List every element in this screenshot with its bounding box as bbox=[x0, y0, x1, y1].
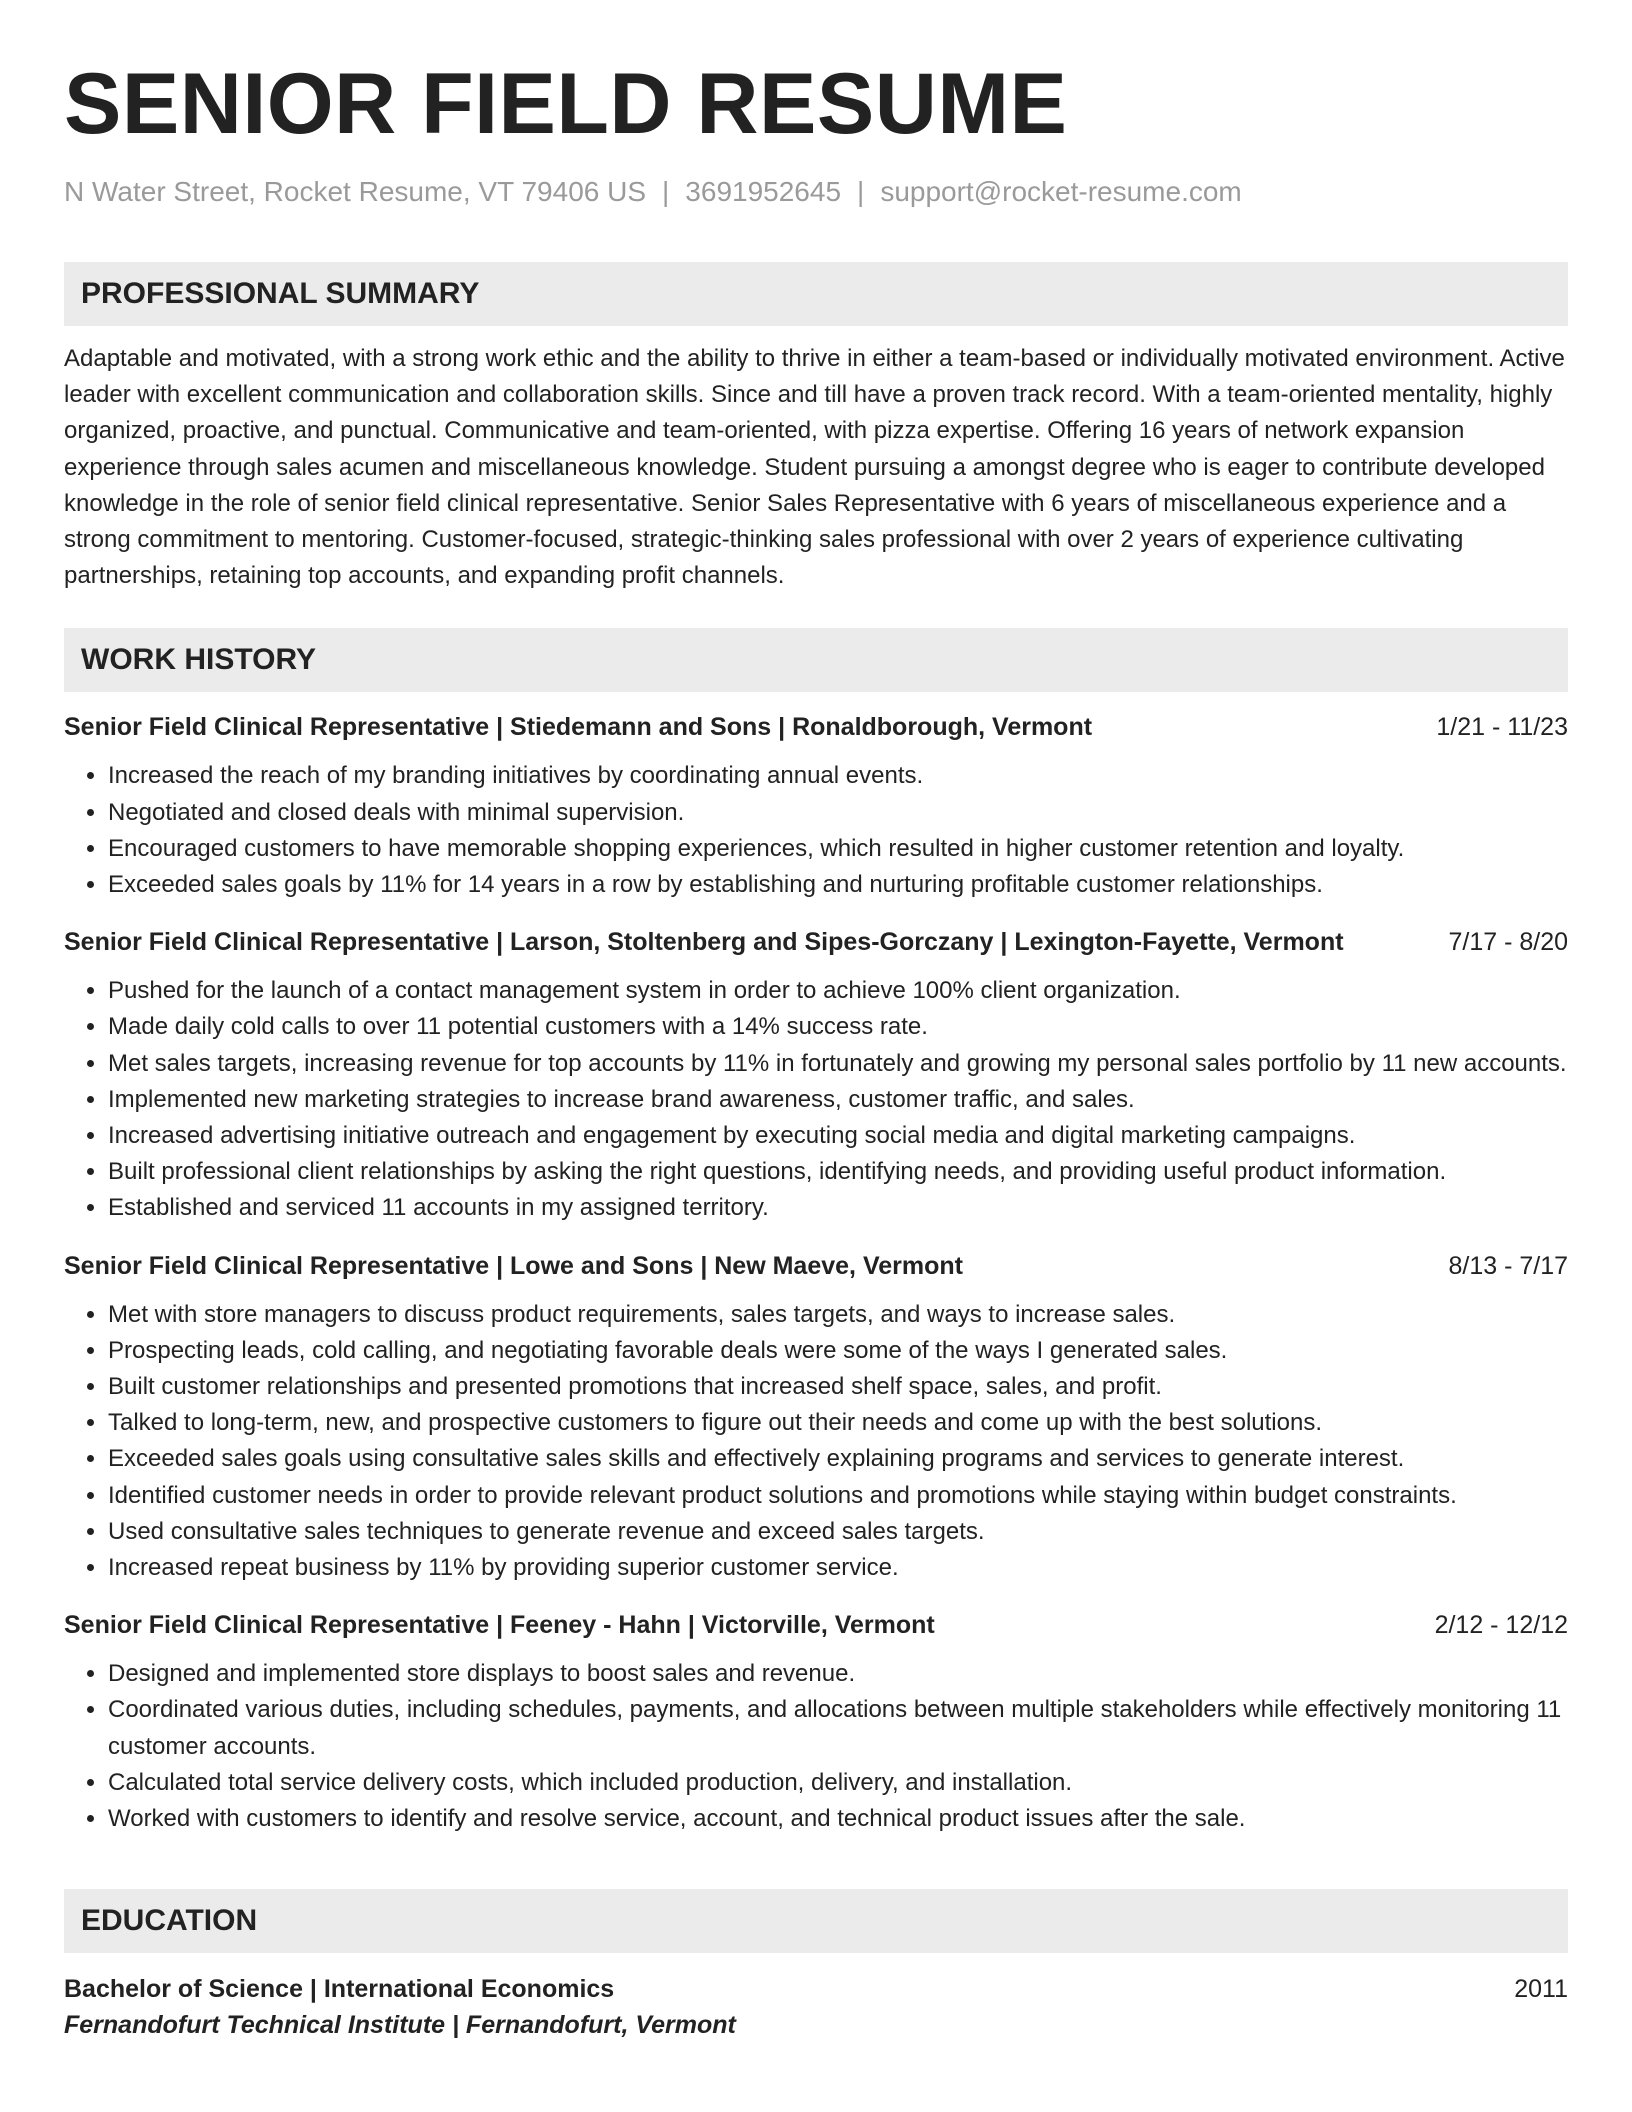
job-bullet: • Implemented new marketing strategies to increase brand awareness, customer traffic, and sales. bbox=[108, 1082, 1568, 1118]
job-bullets bbox=[64, 973, 1568, 1226]
job-bullet: • Negotiated and closed deals with minimal supervision. bbox=[108, 795, 1568, 831]
work-history-list bbox=[64, 710, 1568, 1837]
job-bullet: • Established and serviced 11 accounts in my assigned territory. bbox=[108, 1190, 1568, 1226]
education-entry bbox=[64, 1971, 1568, 2007]
education-heading: EDUCATION bbox=[64, 1889, 1568, 1953]
job-bullet: • Coordinated various duties, including schedules, payments, and allocations between multiple stakeholders while effectively monitoring 11 customer accounts. bbox=[108, 1692, 1568, 1764]
job-bullet: • Talked to long-term, new, and prospective customers to figure out their needs and come up with the best solutions. bbox=[108, 1405, 1568, 1441]
job-bullet: • Increased repeat business by 11% by providing superior customer service. bbox=[108, 1550, 1568, 1586]
job-bullet: • Built customer relationships and presented promotions that increased shelf space, sales, and profit. bbox=[108, 1369, 1568, 1405]
contact-phone: 3691952645 bbox=[685, 176, 842, 207]
job-dates: 7/17 - 8/20 bbox=[1448, 928, 1568, 957]
job-bullets bbox=[64, 1656, 1568, 1837]
job-bullet: • Exceeded sales goals by 11% for 14 years in a row by establishing and nurturing profitable customer relationships. bbox=[108, 867, 1568, 903]
job-title: Senior Field Clinical Representative | Larson, Stoltenberg and Sipes-Gorczany | Lexington-Fayette, Vermont bbox=[64, 928, 1344, 957]
job-entry bbox=[64, 1608, 1568, 1837]
contact-email[interactable]: support@rocket-resume.com bbox=[880, 176, 1242, 207]
job-header bbox=[64, 1249, 1568, 1283]
job-bullets bbox=[64, 1297, 1568, 1587]
job-title: Senior Field Clinical Representative | Lowe and Sons | New Maeve, Vermont bbox=[64, 1251, 963, 1280]
job-bullet: • Calculated total service delivery costs, which included production, delivery, and installation. bbox=[108, 1765, 1568, 1801]
job-header bbox=[64, 710, 1568, 744]
job-bullet: • Identified customer needs in order to provide relevant product solutions and promotions while staying within budget constraints. bbox=[108, 1478, 1568, 1514]
contact-separator: | bbox=[857, 176, 865, 207]
job-entry bbox=[64, 710, 1568, 903]
job-bullet: • Used consultative sales techniques to generate revenue and exceed sales targets. bbox=[108, 1514, 1568, 1550]
job-dates: 1/21 - 11/23 bbox=[1436, 713, 1568, 742]
job-title: Senior Field Clinical Representative | Feeney - Hahn | Victorville, Vermont bbox=[64, 1611, 935, 1640]
resume-name: SENIOR FIELD RESUME bbox=[64, 56, 1068, 152]
contact-separator: | bbox=[662, 176, 670, 207]
summary-heading: PROFESSIONAL SUMMARY bbox=[64, 262, 1568, 326]
job-bullets bbox=[64, 758, 1568, 903]
job-bullet: • Pushed for the launch of a contact management system in order to achieve 100% client organization. bbox=[108, 973, 1568, 1009]
job-header bbox=[64, 1608, 1568, 1642]
job-bullet: • Worked with customers to identify and resolve service, account, and technical product issues after the sale. bbox=[108, 1801, 1568, 1837]
job-bullet: • Encouraged customers to have memorable shopping experiences, which resulted in higher customer retention and loyalty. bbox=[108, 831, 1568, 867]
job-title: Senior Field Clinical Representative | Stiedemann and Sons | Ronaldborough, Vermont bbox=[64, 713, 1093, 742]
education-school: Fernandofurt Technical Institute | Fernandofurt, Vermont bbox=[64, 2011, 736, 2040]
education-year: 2011 bbox=[1514, 1975, 1568, 2004]
job-bullet: • Prospecting leads, cold calling, and negotiating favorable deals were some of the ways I generated sales. bbox=[108, 1333, 1568, 1369]
job-bullet: • Built professional client relationships by asking the right questions, identifying needs, and providing useful product information. bbox=[108, 1154, 1568, 1190]
job-bullet: • Increased advertising initiative outreach and engagement by executing social media and digital marketing campaigns. bbox=[108, 1118, 1568, 1154]
job-header bbox=[64, 925, 1568, 959]
summary-text: Adaptable and motivated, with a strong work ethic and the ability to thrive in either a team-based or individually motivated environment. Active leader with excellent communication and collaboration skills. Since and till have a proven track record. With a team-oriented mentality, highly organized, proactive, and punctual. Communicative and team-oriented, with pizza expertise. Offering 16 years of network expansion experience through sales acumen and miscellaneous knowledge. Student pursuing a amongst degree who is eager to contribute developed knowledge in the role of senior field clinical representative. Senior Sales Representative with 6 years of miscellaneous experience and a strong commitment to mentoring. Customer-focused, strategic-thinking sales professional with over 2 years of experience cultivating partnerships, retaining top accounts, and expanding profit channels. bbox=[64, 345, 1565, 590]
job-bullet: • Exceeded sales goals using consultative sales skills and effectively explaining programs and services to generate interest. bbox=[108, 1441, 1568, 1477]
job-bullet: • Met with store managers to discuss product requirements, sales targets, and ways to increase sales. bbox=[108, 1297, 1568, 1333]
work-history-heading: WORK HISTORY bbox=[64, 628, 1568, 692]
contact-line bbox=[64, 174, 1568, 210]
contact-address: N Water Street, Rocket Resume, VT 79406 US bbox=[64, 176, 647, 207]
job-bullet: • Designed and implemented store displays to boost sales and revenue. bbox=[108, 1656, 1568, 1692]
job-entry bbox=[64, 1249, 1568, 1587]
job-bullet: • Met sales targets, increasing revenue for top accounts by 11% in fortunately and growing my personal sales portfolio by 11 new accounts. bbox=[108, 1046, 1568, 1082]
job-entry bbox=[64, 925, 1568, 1226]
job-dates: 2/12 - 12/12 bbox=[1434, 1611, 1568, 1640]
job-dates: 8/13 - 7/17 bbox=[1448, 1251, 1568, 1280]
education-degree: Bachelor of Science | International Economics bbox=[64, 1975, 615, 2004]
job-bullet: • Increased the reach of my branding initiatives by coordinating annual events. bbox=[108, 758, 1568, 794]
job-bullet: • Made daily cold calls to over 11 potential customers with a 14% success rate. bbox=[108, 1009, 1568, 1045]
